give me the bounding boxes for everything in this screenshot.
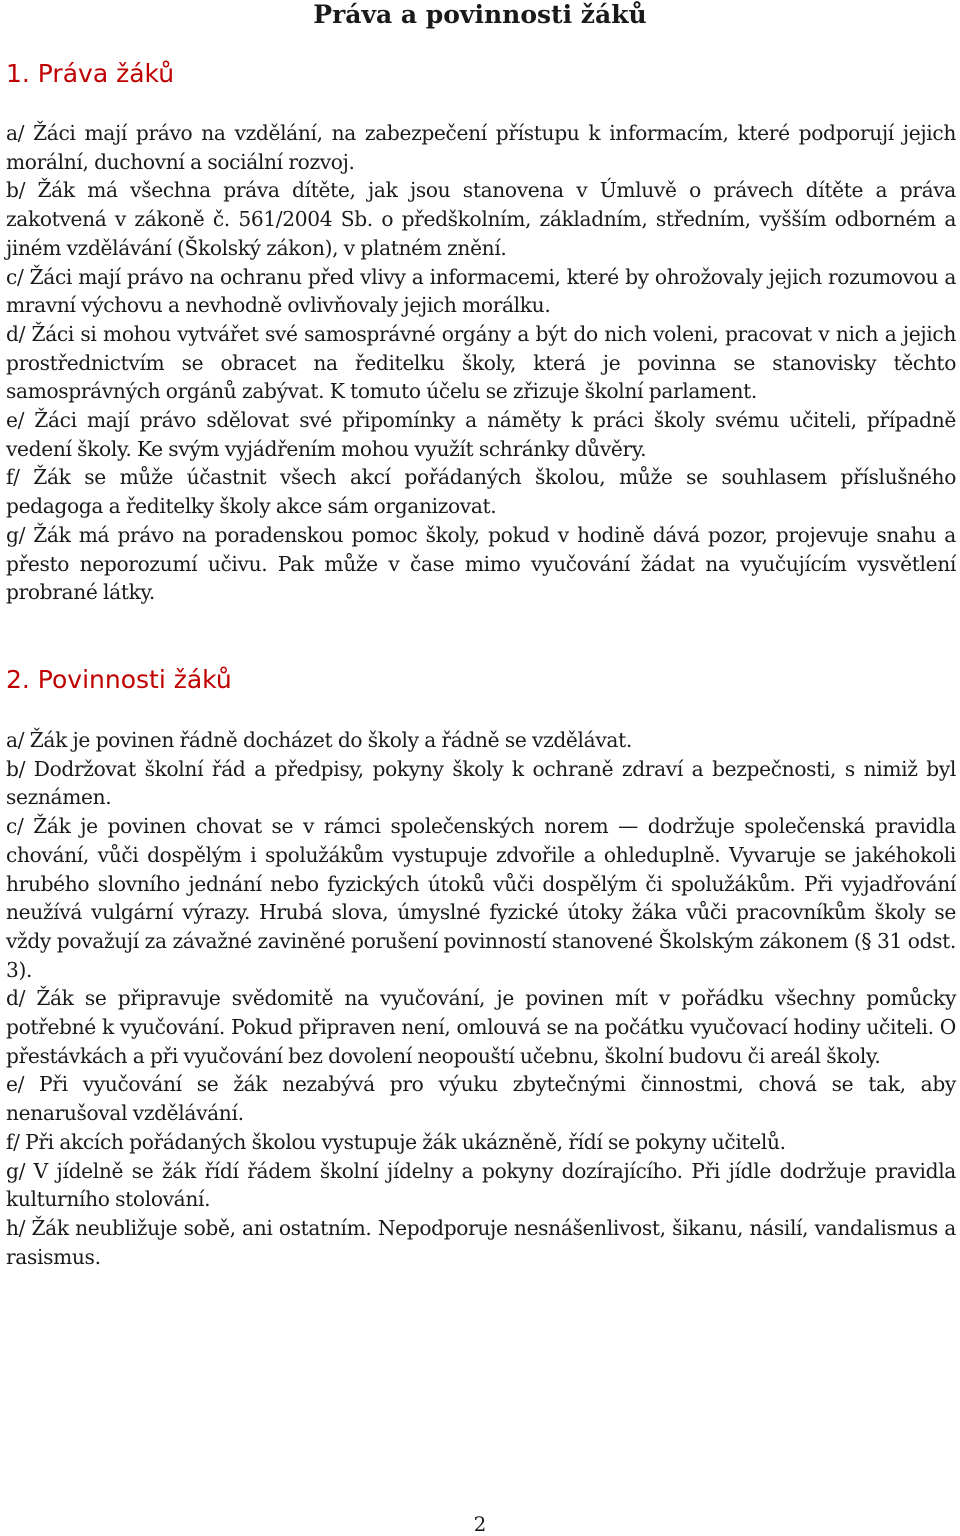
duties-paragraphs	[6, 726, 956, 1271]
paragraph: d/ Žáci si mohou vytvářet své samosprávné orgány a být do nich voleni, pracovat v nich a jejich prostřednictvím se obracet na ředitelku školy, která je povinna se stanovisky těchto samosprávných orgánů zabývat. K tomuto účelu se zřizuje školní parlament.	[6, 321, 956, 404]
section-heading-rights: 1. Práva žáků	[6, 59, 175, 88]
paragraph: a/ Žáci mají právo na vzdělání, na zabezpečení přístupu k informacím, které podporují jejich morální, duchovní a sociální rozvoj.	[6, 121, 956, 174]
paragraph: e/ Žáci mají právo sdělovat své připomínky a náměty k práci školy svému učiteli, případně vedení školy. Ke svým vyjádřením mohou využít schránky důvěry.	[6, 408, 956, 461]
page-number: 2	[473, 1512, 487, 1536]
paragraph: f/ Při akcích pořádaných školou vystupuje žák ukázněně, řídí se pokyny učitelů.	[6, 1129, 786, 1154]
paragraph: c/ Žáci mají právo na ochranu před vlivy a informacemi, které by ohrožovaly jejich rozumovou a mravní výchovu a nevhodně ovlivňovaly jejich morálku.	[6, 264, 956, 318]
paragraph: b/ Dodržovat školní řád a předpisy, pokyny školy k ochraně zdraví a bezpečnosti, s nimiž byl seznámen.	[6, 756, 956, 810]
paragraph: g/ Žák má právo na poradenskou pomoc školy, pokud v hodině dává pozor, projevuje snahu a přesto neporozumí učivu. Pak může v čase mimo vyučování žádat na vyučujícím vysvětlení probrané látky.	[6, 522, 956, 605]
document-title: Práva a povinnosti žáků	[313, 0, 647, 29]
paragraph: b/ Žák má všechna práva dítěte, jak jsou stanovena v Úmluvě o právech dítěte a práva zakotvená v zákoně č. 561/2004 Sb. o předškolním, základním, středním, vyšším odborném a jiném vzdělávání (Školský zákon), v platném znění.	[6, 178, 956, 260]
paragraph: g/ V jídelně se žák řídí řádem školní jídelny a pokyny dozírajícího. Při jídle dodržuje pravidla kulturního stolování.	[6, 1158, 956, 1212]
paragraph: c/ Žák je povinen chovat se v rámci společenských norem — dodržuje společenská pravidla chování, vůči dospělým i spolužákům vystupuje zdvořile a ohleduplně. Vyvaruje se jakéhokoli hrubého slovního jednání nebo fyzických útoků vůči dospělým či spolužákům. Při vyjadřování neužívá vulgární výrazy. Hrubá slova, úmyslné fyzické útoky žáka vůči pracovníkům školy se vždy považují za závažné zaviněné porušení povinností stanovené Školským zákonem (§ 31 odst. 3).	[6, 814, 956, 982]
paragraph: e/ Při vyučování se žák nezabývá pro výuku zbytečnými činnostmi, chová se tak, aby nenarušoval vzdělávání.	[6, 1072, 956, 1126]
section-heading-duties: 2. Povinnosti žáků	[6, 665, 232, 694]
paragraph: h/ Žák neubližuje sobě, ani ostatním. Nepodporuje nesnášenlivost, šikanu, násilí, vandalismus a rasismus.	[6, 1215, 956, 1269]
paragraph: d/ Žák se připravuje svědomitě na vyučování, je povinen mít v pořádku všechny pomůcky potřebné k vyučování. Pokud připraven není, omlouvá se na počátku vyučovací hodiny učiteli. O přestávkách a při vyučování bez dovolení neopouští učebnu, školní budovu či areál školy.	[6, 986, 956, 1068]
paragraph: a/ Žák je povinen řádně docházet do školy a řádně se vzdělávat.	[6, 728, 632, 752]
rights-paragraphs	[6, 119, 956, 607]
paragraph: f/ Žák se může účastnit všech akcí pořádaných školou, může se souhlasem příslušného pedagoga a ředitelky školy akce sám organizovat.	[6, 465, 956, 519]
